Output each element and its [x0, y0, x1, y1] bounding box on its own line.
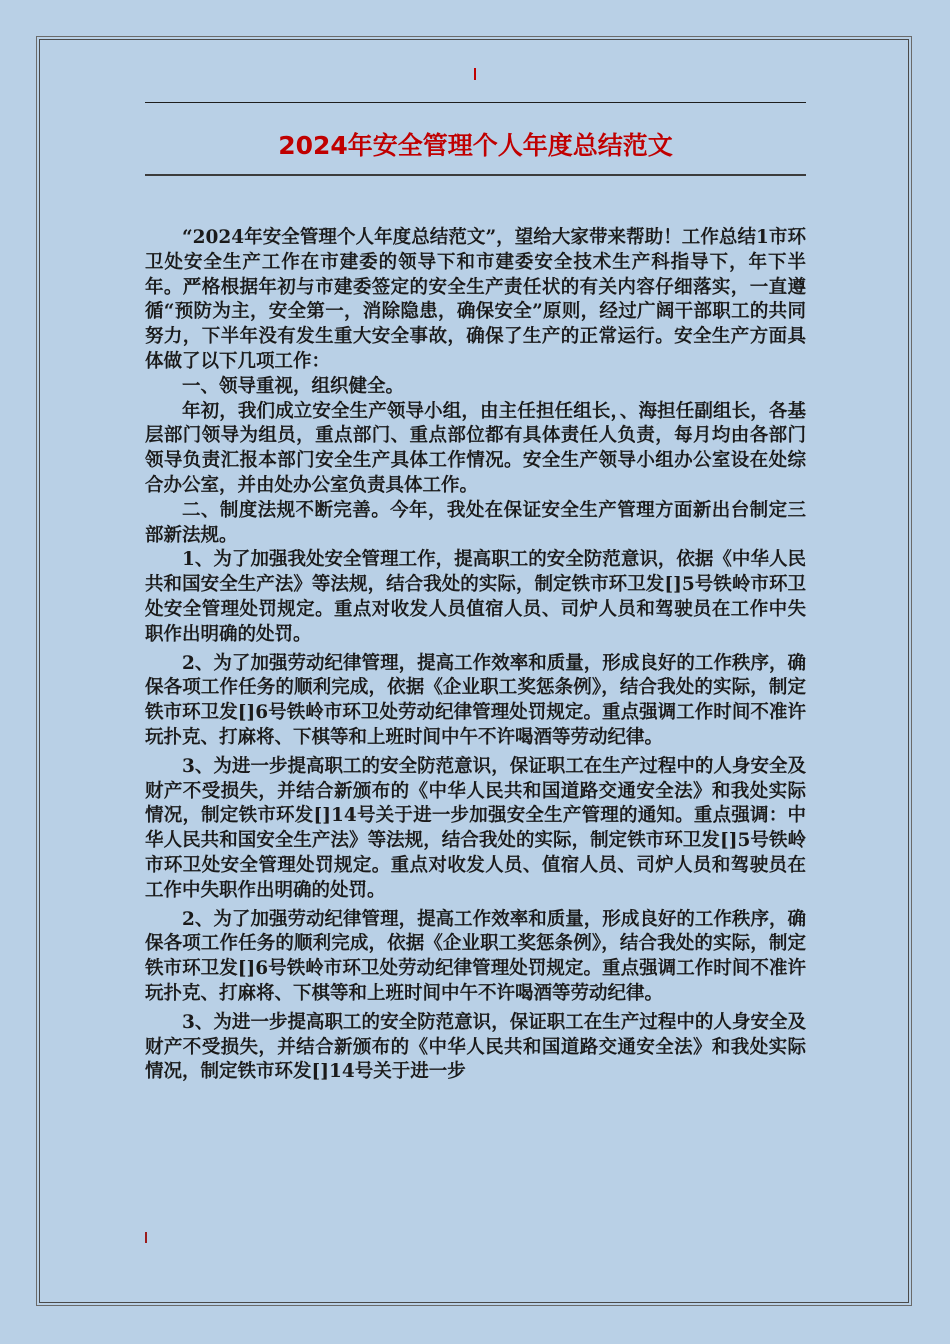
document-title: 2024年安全管理个人年度总结范文	[278, 131, 673, 160]
footer-marker	[145, 1232, 147, 1243]
body-paragraph-rule-1: 1、为了加强我处安全管理工作，提高职工的安全防范意识，依据《中华人民共和国安全生产法》等法规，结合我处的实际，制定铁市环卫发[]5号铁岭市环卫处安全管理处罚规定。重点对收发人员值宿人员、司炉人员和驾驶员在工作中失职作出明确的处罚。	[145, 549, 806, 645]
body-paragraph-rule-3: 3、为进一步提高职工的安全防范意识，保证职工在生产过程中的人身安全及财产不受损失，并结合新颁布的《中华人民共和国道路交通安全法》和我处实际情况，制定铁市环发[]14号关于进一步加强安全生产管理的通知。重点强调：中华人民共和国安全生产法》等法规，结合我处的实际，制定铁市环卫发[]5号铁岭市环卫处安全管理处罚规定。重点对收发人员、值宿人员、司炉人员和驾驶员在工作中失职作出明确的处罚。	[145, 755, 806, 901]
body-paragraph-organization: 年初，我们成立安全生产领导小组，由主任担任组长，、海担任副组长，各基层部门领导为组员，重点部门、重点部位都有具体责任人负责，每月均由各部门领导负责汇报本部门安全生产具体工作情况。安全生产领导小组办公室设在处综合办公室，并由处办公室负责具体工作。	[145, 400, 806, 496]
title-underline	[145, 174, 806, 176]
document-body	[145, 226, 806, 1085]
body-paragraph-intro: “2024年安全管理个人年度总结范文”，望给大家带来帮助！工作总结1市环卫处安全生产工作在市建委的领导下和市建委安全技术生产科指导下，年下半年。严格根据年初与市建委签定的安全生产责任状的有关内容仔细落实，一直遵循“预防为主，安全第一，消除隐患，确保安全”原则，经过广阔干部职工的共同努力，下半年没有发生重大安全事故，确保了生产的正常运行。安全生产方面具体做了以下几项工作：	[145, 227, 806, 372]
header-marker	[474, 68, 476, 80]
body-paragraph-rule-2: 2、为了加强劳动纪律管理，提高工作效率和质量，形成良好的工作秩序，确保各项工作任务的顺利完成，依据《企业职工奖惩条例》，结合我处的实际，制定铁市环卫发[]6号铁岭市环卫处劳动纪律管理处罚规定。重点强调工作时间不准许玩扑克、打麻将、下棋等和上班时间中午不许喝酒等劳动纪律。	[145, 652, 806, 748]
section-heading-1: 一、领导重视，组织健全。	[182, 375, 405, 397]
body-paragraph-rule-2-repeat: 2、为了加强劳动纪律管理，提高工作效率和质量，形成良好的工作秩序，确保各项工作任务的顺利完成，依据《企业职工奖惩条例》，结合我处的实际，制定铁市环卫发[]6号铁岭市环卫处劳动纪律管理处罚规定。重点强调工作时间不准许玩扑克、打麻将、下棋等和上班时间中午不许喝酒等劳动纪律。	[145, 908, 806, 1004]
section-heading-2: 二、制度法规不断完善。今年，我处在保证安全生产管理方面新出台制定三部新法规。	[145, 499, 806, 546]
body-paragraph-rule-3-repeat: 3、为进一步提高职工的安全防范意识，保证职工在生产过程中的人身安全及财产不受损失，并结合新颁布的《中华人民共和国道路交通安全法》和我处实际情况，制定铁市环发[]14号关于进一步	[145, 1011, 806, 1083]
header-rule	[145, 102, 806, 103]
